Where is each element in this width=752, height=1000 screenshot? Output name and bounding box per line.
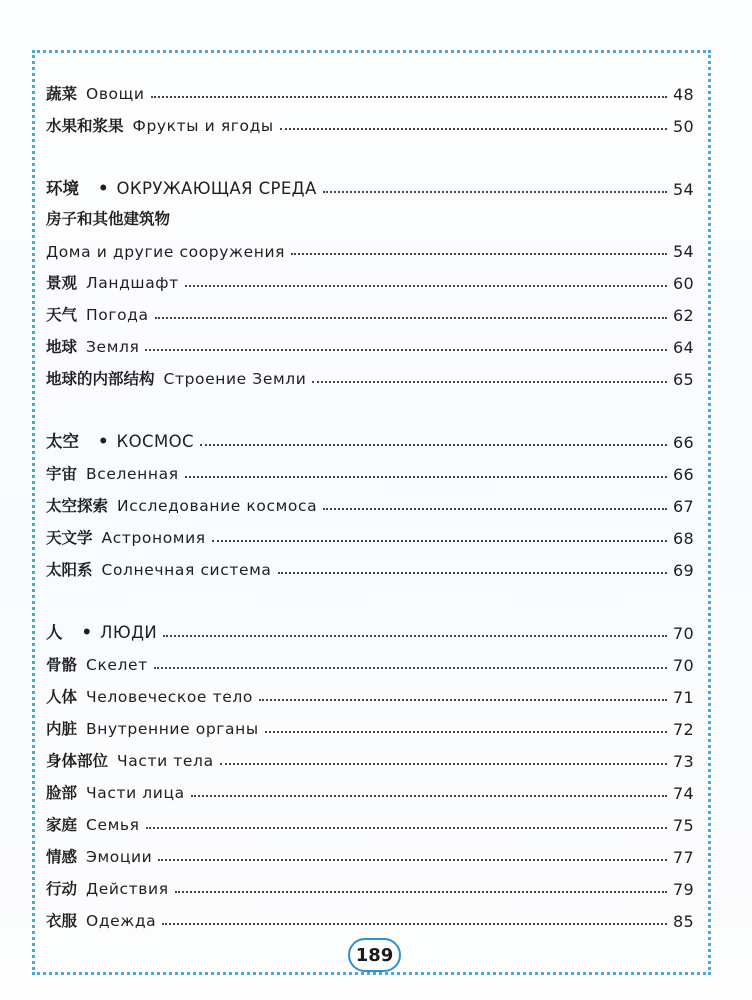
section-title: КОСМОС [116,432,194,451]
entry-zh: 蔬菜 [46,85,78,103]
entry-page: 68 [673,529,694,548]
leader-dots [259,699,667,701]
toc-entry-houses[interactable] [46,229,694,261]
entry-page: 54 [673,242,694,261]
bullet-icon: • [98,432,109,451]
leader-dots [312,381,667,383]
entry-zh: 行动 [46,880,78,898]
entry-zh: 家庭 [46,816,78,834]
entry-page: 74 [673,784,694,803]
entry-page: 70 [673,656,694,675]
section-page: 70 [673,624,694,643]
entry-ru: Внутренние органы [86,720,259,738]
entry-ru: Эмоции [86,848,153,866]
toc-subheading [46,199,694,229]
toc-entry-family[interactable] [46,803,694,835]
leader-dots [175,891,667,893]
entry-zh: 脸部 [46,784,78,802]
bullet-icon: • [81,623,93,642]
entry-ru: Земля [86,338,140,356]
toc-entry-vegetables[interactable] [46,72,694,104]
entry-ru: Одежда [86,912,157,930]
entry-zh: 景观 [46,274,78,292]
leader-dots [185,285,667,287]
entry-ru: Ландшафт [86,274,179,292]
toc-entry-organs[interactable] [46,707,694,739]
entry-page: 62 [673,306,694,325]
toc-entry-emotions[interactable] [46,835,694,867]
toc-entry-skeleton[interactable] [46,643,694,675]
entry-zh: 天文学 [46,529,93,547]
leader-dots [280,128,667,130]
entry-page: 73 [673,752,694,771]
section-title: ЛЮДИ [100,623,158,642]
entry-page: 69 [673,561,694,580]
leader-dots [278,572,668,574]
entry-zh: 太阳系 [46,561,93,579]
section-zh: 环境 [46,179,79,198]
entry-zh: 内脏 [46,720,78,738]
entry-zh: 情感 [46,848,78,866]
toc-section-people[interactable] [46,611,694,643]
entry-page: 72 [673,720,694,739]
entry-page: 77 [673,848,694,867]
leader-dots [185,476,667,478]
toc-entry-human-body[interactable] [46,675,694,707]
toc-entry-fruits[interactable] [46,104,694,136]
entry-zh: 地球 [46,338,78,356]
toc-entry-earth-structure[interactable] [46,357,694,389]
bullet-icon: • [98,179,109,198]
leader-dots [162,923,667,925]
leader-dots [291,253,667,255]
entry-zh: 太空探索 [46,497,109,515]
section-title: ОКРУЖАЮЩАЯ СРЕДА [116,179,317,198]
toc-entry-solar-system[interactable] [46,548,694,580]
entry-page: 71 [673,688,694,707]
section-page: 54 [673,180,694,199]
toc-entry-clothes[interactable] [46,899,694,931]
toc-entry-space-exploration[interactable] [46,484,694,516]
leader-dots [200,444,667,446]
entry-zh: 宇宙 [46,465,78,483]
leader-dots [151,96,668,98]
toc-section-environment[interactable] [46,167,694,199]
entry-zh: 水果和浆果 [46,117,124,135]
entry-ru: Астрономия [101,529,206,547]
leader-dots [155,317,667,319]
entry-page: 65 [673,370,694,389]
entry-zh: 衣服 [46,912,78,930]
entry-ru: Строение Земли [163,370,307,388]
leader-dots [191,795,667,797]
entry-page: 67 [673,497,694,516]
toc-entry-face-parts[interactable] [46,771,694,803]
entry-ru: Человеческое тело [86,688,253,706]
leader-dots [220,763,667,765]
entry-page: 85 [673,912,694,931]
toc-section-space[interactable] [46,420,694,452]
leader-dots [163,635,667,637]
leader-dots [146,827,668,829]
page-number-badge: 189 [348,938,401,972]
entry-page: 64 [673,338,694,357]
entry-page: 75 [673,816,694,835]
toc-entry-astronomy[interactable] [46,516,694,548]
entry-page: 79 [673,880,694,899]
leader-dots [212,540,667,542]
subheading-zh: 房子和其他建筑物 [46,210,171,228]
entry-page: 50 [673,117,694,136]
entry-zh: 天气 [46,306,78,324]
leader-dots [158,859,667,861]
entry-ru: Части лица [86,784,185,802]
entry-page: 66 [673,465,694,484]
entry-ru: Погода [86,306,149,324]
entry-page: 48 [673,85,694,104]
section-zh: 太空 [46,432,79,451]
entry-ru: Овощи [86,85,145,103]
entry-zh: 地球的内部结构 [46,370,155,388]
entry-ru: Вселенная [86,465,179,483]
leader-dots [323,191,667,193]
toc-entry-body-parts[interactable] [46,739,694,771]
entry-zh: 身体部位 [46,752,109,770]
toc-entry-actions[interactable] [46,867,694,899]
entry-ru: Фрукты и ягоды [132,117,274,135]
entry-ru: Солнечная система [101,561,272,579]
toc-entry-weather[interactable] [46,293,694,325]
leader-dots [265,731,667,733]
toc-entry-landscape[interactable] [46,261,694,293]
entry-zh: 骨骼 [46,656,78,674]
leader-dots [145,349,667,351]
entry-page: 60 [673,274,694,293]
entry-ru: Скелет [86,656,148,674]
section-zh: 人 [46,623,63,642]
leader-dots [154,667,667,669]
table-of-contents [46,72,694,931]
entry-ru: Действия [86,880,169,898]
entry-ru: Дома и другие сооружения [46,243,286,261]
entry-zh: 人体 [46,688,78,706]
toc-entry-universe[interactable] [46,452,694,484]
entry-ru: Семья [86,816,140,834]
entry-ru: Части тела [117,752,214,770]
leader-dots [323,508,667,510]
entry-ru: Исследование космоса [117,497,318,515]
toc-entry-earth[interactable] [46,325,694,357]
section-page: 66 [673,433,694,452]
